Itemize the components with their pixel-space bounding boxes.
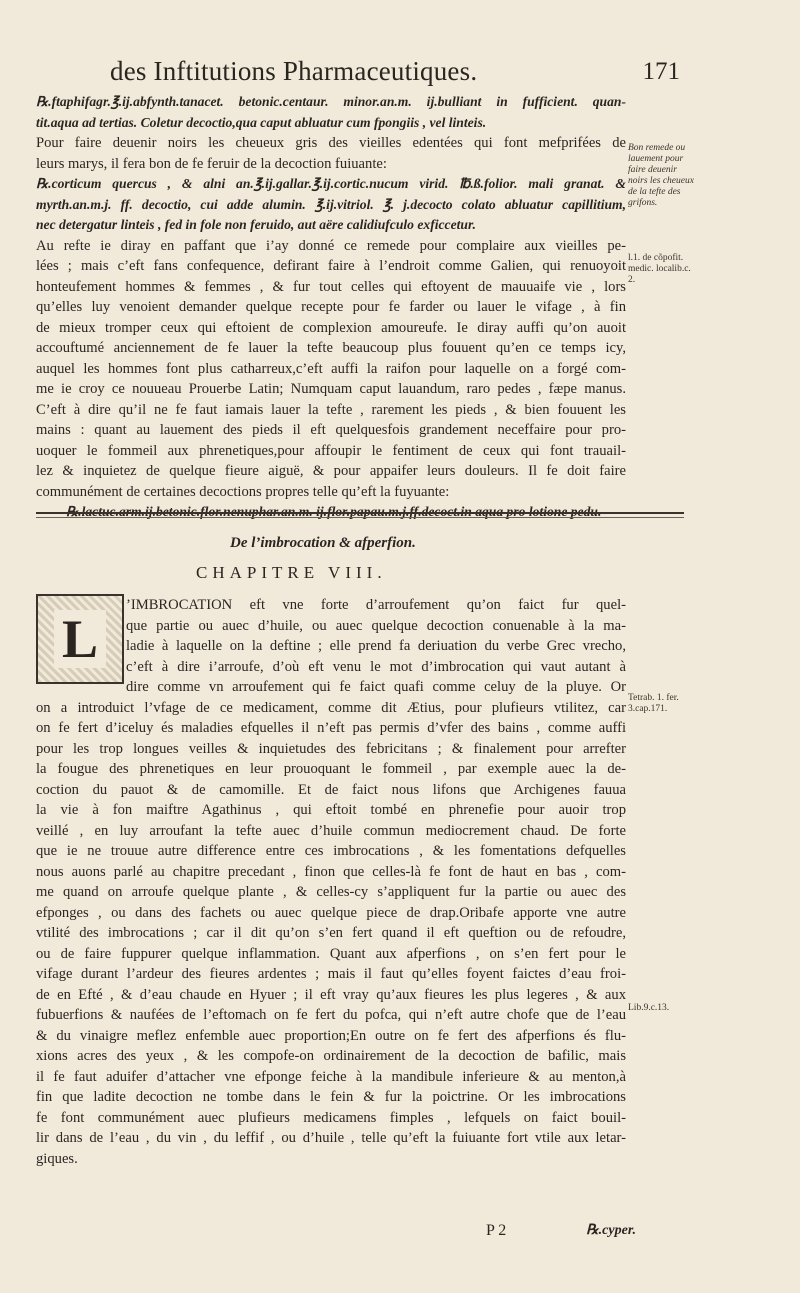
drop-cap: L bbox=[54, 610, 106, 668]
text-line: & du vinaigre meflez enfemble auec proportion;En outre on fe fert des afperfions és flu- bbox=[36, 1027, 626, 1044]
text-line: uoquer le fommeil aux phrenetiques,pour affoupir le fentiment de ceux qui font trauail- bbox=[36, 442, 626, 459]
text-line: lez & inquietez de quelque fieure aiguë, & pour appaifer leurs douleurs. Il fe doit faire bbox=[36, 463, 626, 479]
text-line: leurs marys, il fera bon de fe feruir de la decoction fuiuante: bbox=[36, 155, 387, 172]
text-line: ℞.ftaphifagr.℥.ij.abfynth.tanacet. betonic.centaur. minor.an.m. ij.bulliant in fufficient. quan- bbox=[36, 94, 626, 109]
text-line: auquel les hommes font plus catharreux,c’eft auffi la raifon pour laquelle on a forgé com- bbox=[36, 360, 626, 377]
text-line: nec detergatur linteis , fed in fole non feruido, aut aëre calidiufculo exficcetur. bbox=[36, 217, 476, 232]
text-line: me quand on arroufe quelque plante , & celles-cy s’appliquent fur la partie ou auec des bbox=[36, 884, 626, 900]
text-line: pour les trop longues veilles & inquietudes des febricitans ; & finalement pour arrefter bbox=[36, 740, 626, 757]
text-line: Pour faire deuenir noirs les cheueux gris des vieilles edentées qui font mefprifées de bbox=[36, 135, 626, 151]
text-line: que ie ne trouue autre difference entre ces imbrocations , & les fomentations defquelles bbox=[36, 843, 626, 859]
text-line: coction du pauot & de camomille. Et de faict nous lifons que Archigenes fauua bbox=[36, 781, 626, 798]
text-line: que partie ou auec d’huile, ou auec quelque decoction conuenable à la ma- bbox=[126, 617, 626, 634]
section-rule bbox=[36, 512, 684, 518]
text-line: dire comme vn arroufement qui fe faict quafi comme celuy de la pluye. Or bbox=[126, 679, 626, 695]
catchword: ℞.cyper. bbox=[586, 1223, 636, 1238]
text-line: ℞.corticum quercus , & alni an.℥.ij.gallar.℥.ij.cortic.nucum virid. ℔.ß.folior. mali granat. & bbox=[36, 176, 626, 191]
text-line: ’IMBROCATION eft vne forte d’arroufement qu’on faict fur quel- bbox=[126, 597, 626, 613]
text-line: mains : quant au lauement des pieds il eft quelquesfois grandement neceffaire pour pro- bbox=[36, 422, 626, 438]
text-line: efponges , ou dans des fachets ou auec quelque piece de drap.Oribafe apporte vne autre bbox=[36, 904, 626, 921]
text-line: xions acres des yeux , & les compofe-on ordinairement de la decoction de bafilic, mais bbox=[36, 1048, 626, 1064]
text-line: nous auons parlé au chapitre precedant , finon que celles-là fe font de haut en bas , com- bbox=[36, 863, 626, 880]
text-line: ℞.lactuc.arm.ij.betonic.flor.nenuphar.an.m. ij.flor.papau.m.j.ff.decoct.in aqua pro lotione pedu. bbox=[66, 504, 602, 519]
text-line: de mieux tromper ceux qui eftoient de complexion amoureufe. Ie diray auffi qu’on auoit bbox=[36, 319, 626, 336]
text-block-1 bbox=[36, 92, 626, 523]
text-line: communément de certaines decoctions propres telle qu’eft la fuyuante: bbox=[36, 483, 450, 500]
text-line: il fe faut aduifer d’attacher vne efponge feiche à la mandibule inferieure & au menton,à bbox=[36, 1068, 626, 1085]
text-line: Au refte ie diray en paffant que i’ay donné ce remede pour complaire aux vieilles pe- bbox=[36, 237, 626, 254]
margin-note-2: l.1. de cõpofit. medic. localib.c. 2. bbox=[628, 253, 691, 285]
text-line: honteufement hommes & femmes , & fur tout celles qui eftoyent de mauuaife vie , lors bbox=[36, 278, 626, 295]
text-line: la fougue des phrenetiques en leur prouoquant le fommeil , par exemple auec la de- bbox=[36, 761, 626, 777]
text-line: veillé , en luy arroufant la tefte auec d’huile commun mediocrement chaud. De forte bbox=[36, 822, 626, 839]
margin-note-3: Tetrab. 1. fer. 3.cap.171. bbox=[628, 693, 679, 714]
text-line: fe font communément auec plufieurs medicamens fimples , lefquels on faict bouil- bbox=[36, 1109, 626, 1126]
text-line: ou de faire fuppurer quelque inflammation. Quant aux afperfions , on s’en fert pour le bbox=[36, 945, 626, 962]
text-line: on a introduict l’vfage de ce medicament, comme dit Ætius, pour plufieurs vtilitez, car bbox=[36, 699, 626, 716]
text-line: giques. bbox=[36, 1150, 78, 1167]
running-title: des Inftitutions Pharmaceutiques. bbox=[110, 56, 478, 86]
text-block-2-indented bbox=[126, 595, 626, 698]
text-line: fubuerfions & naufées de l’eftomach on fe fert du pofca, qui n’eft autre chofe que de l’eau bbox=[36, 1007, 626, 1023]
text-line: tit.aqua ad tertias. Coletur decoctio,qua caput abluatur cum fpongiis , vel linteis. bbox=[36, 114, 487, 130]
page-number: 171 bbox=[642, 58, 680, 85]
text-line: ladie à laquelle on la deftine ; elle prend fa deriuation du verbe Grec vrecho, bbox=[126, 638, 626, 654]
text-line: de en Efté , & d’eau chaude en Hyuer ; il eft vray qu’aux fieures les plus legeres , & aux bbox=[36, 986, 626, 1003]
drop-cap-ornament bbox=[36, 594, 124, 684]
text-line: la vie à fon maiftre Agathinus , qui eftoit tombé en phrenefie pour auoir trop bbox=[36, 802, 626, 818]
section-title: De l’imbrocation & afperfion. bbox=[230, 535, 416, 551]
page-footer bbox=[36, 1222, 676, 1246]
text-line: qu’elles luy venoient demander quelque recepte pour fe farder ou lauer le vifage , à fin bbox=[36, 299, 626, 315]
chapter-heading: CHAPITRE VIII. bbox=[196, 563, 387, 582]
text-line: c’eft à dire i’arroufe, d’où eft venu le mot d’imbrocation qui vaut autant à bbox=[126, 658, 626, 675]
signature-mark: P 2 bbox=[486, 1222, 507, 1239]
text-line: C’eft à dire qu’il ne fe faut iamais lauer la tefte , rarement les pieds , & bien fouuent les bbox=[36, 401, 626, 418]
page-header bbox=[110, 56, 680, 96]
text-line: lées ; mais c’eft fans confequence, defirant faire à l’endroit comme Galien, qui renuoyoit bbox=[36, 258, 626, 274]
text-line: fin que ladite decoction ne tombe dans le fein & fur la poictrine. Or les imbrocations bbox=[36, 1089, 626, 1105]
text-line: vifage durant l’ardeur des fieures ardentes ; mais il faut qu’elles foyent faictes d’eau froi- bbox=[36, 966, 626, 982]
text-block-2 bbox=[36, 698, 626, 1170]
margin-note-1: Bon remede ou lauement pour faire deuenir noirs les cheueux de la tefte des grifons. bbox=[628, 143, 694, 208]
margin-note-4: Lib.9.c.13. bbox=[628, 1003, 670, 1013]
text-line: accouftumé anciennement de fe lauer la tefte beaucoup plus fouuent qu’en ce temps icy, bbox=[36, 340, 626, 356]
text-line: myrth.an.m.j. ff. decoctio, cui adde alumin. ℥.ij.vitriol. ℥. j.decocto colato abluatur capillitium, bbox=[36, 196, 626, 212]
text-line: on fe fert d’iceluy és maladies efquelles il n’eft pas permis d’vfer des bains , comme auffi bbox=[36, 720, 626, 736]
text-line: me ie croy ce nouueau Prouerbe Latin; Numquam caput lauandum, raro pedes , fæpe manus. bbox=[36, 381, 626, 397]
text-line: vtilité des imbrocations ; car il dit qu’on s’en fert quand il eft queftion ou de refoudre, bbox=[36, 925, 626, 941]
text-line: lir dans de l’eau , du vin , du leffif , ou d’huile , telle qu’eft la fuiuante fort vtile aux letar- bbox=[36, 1130, 626, 1146]
